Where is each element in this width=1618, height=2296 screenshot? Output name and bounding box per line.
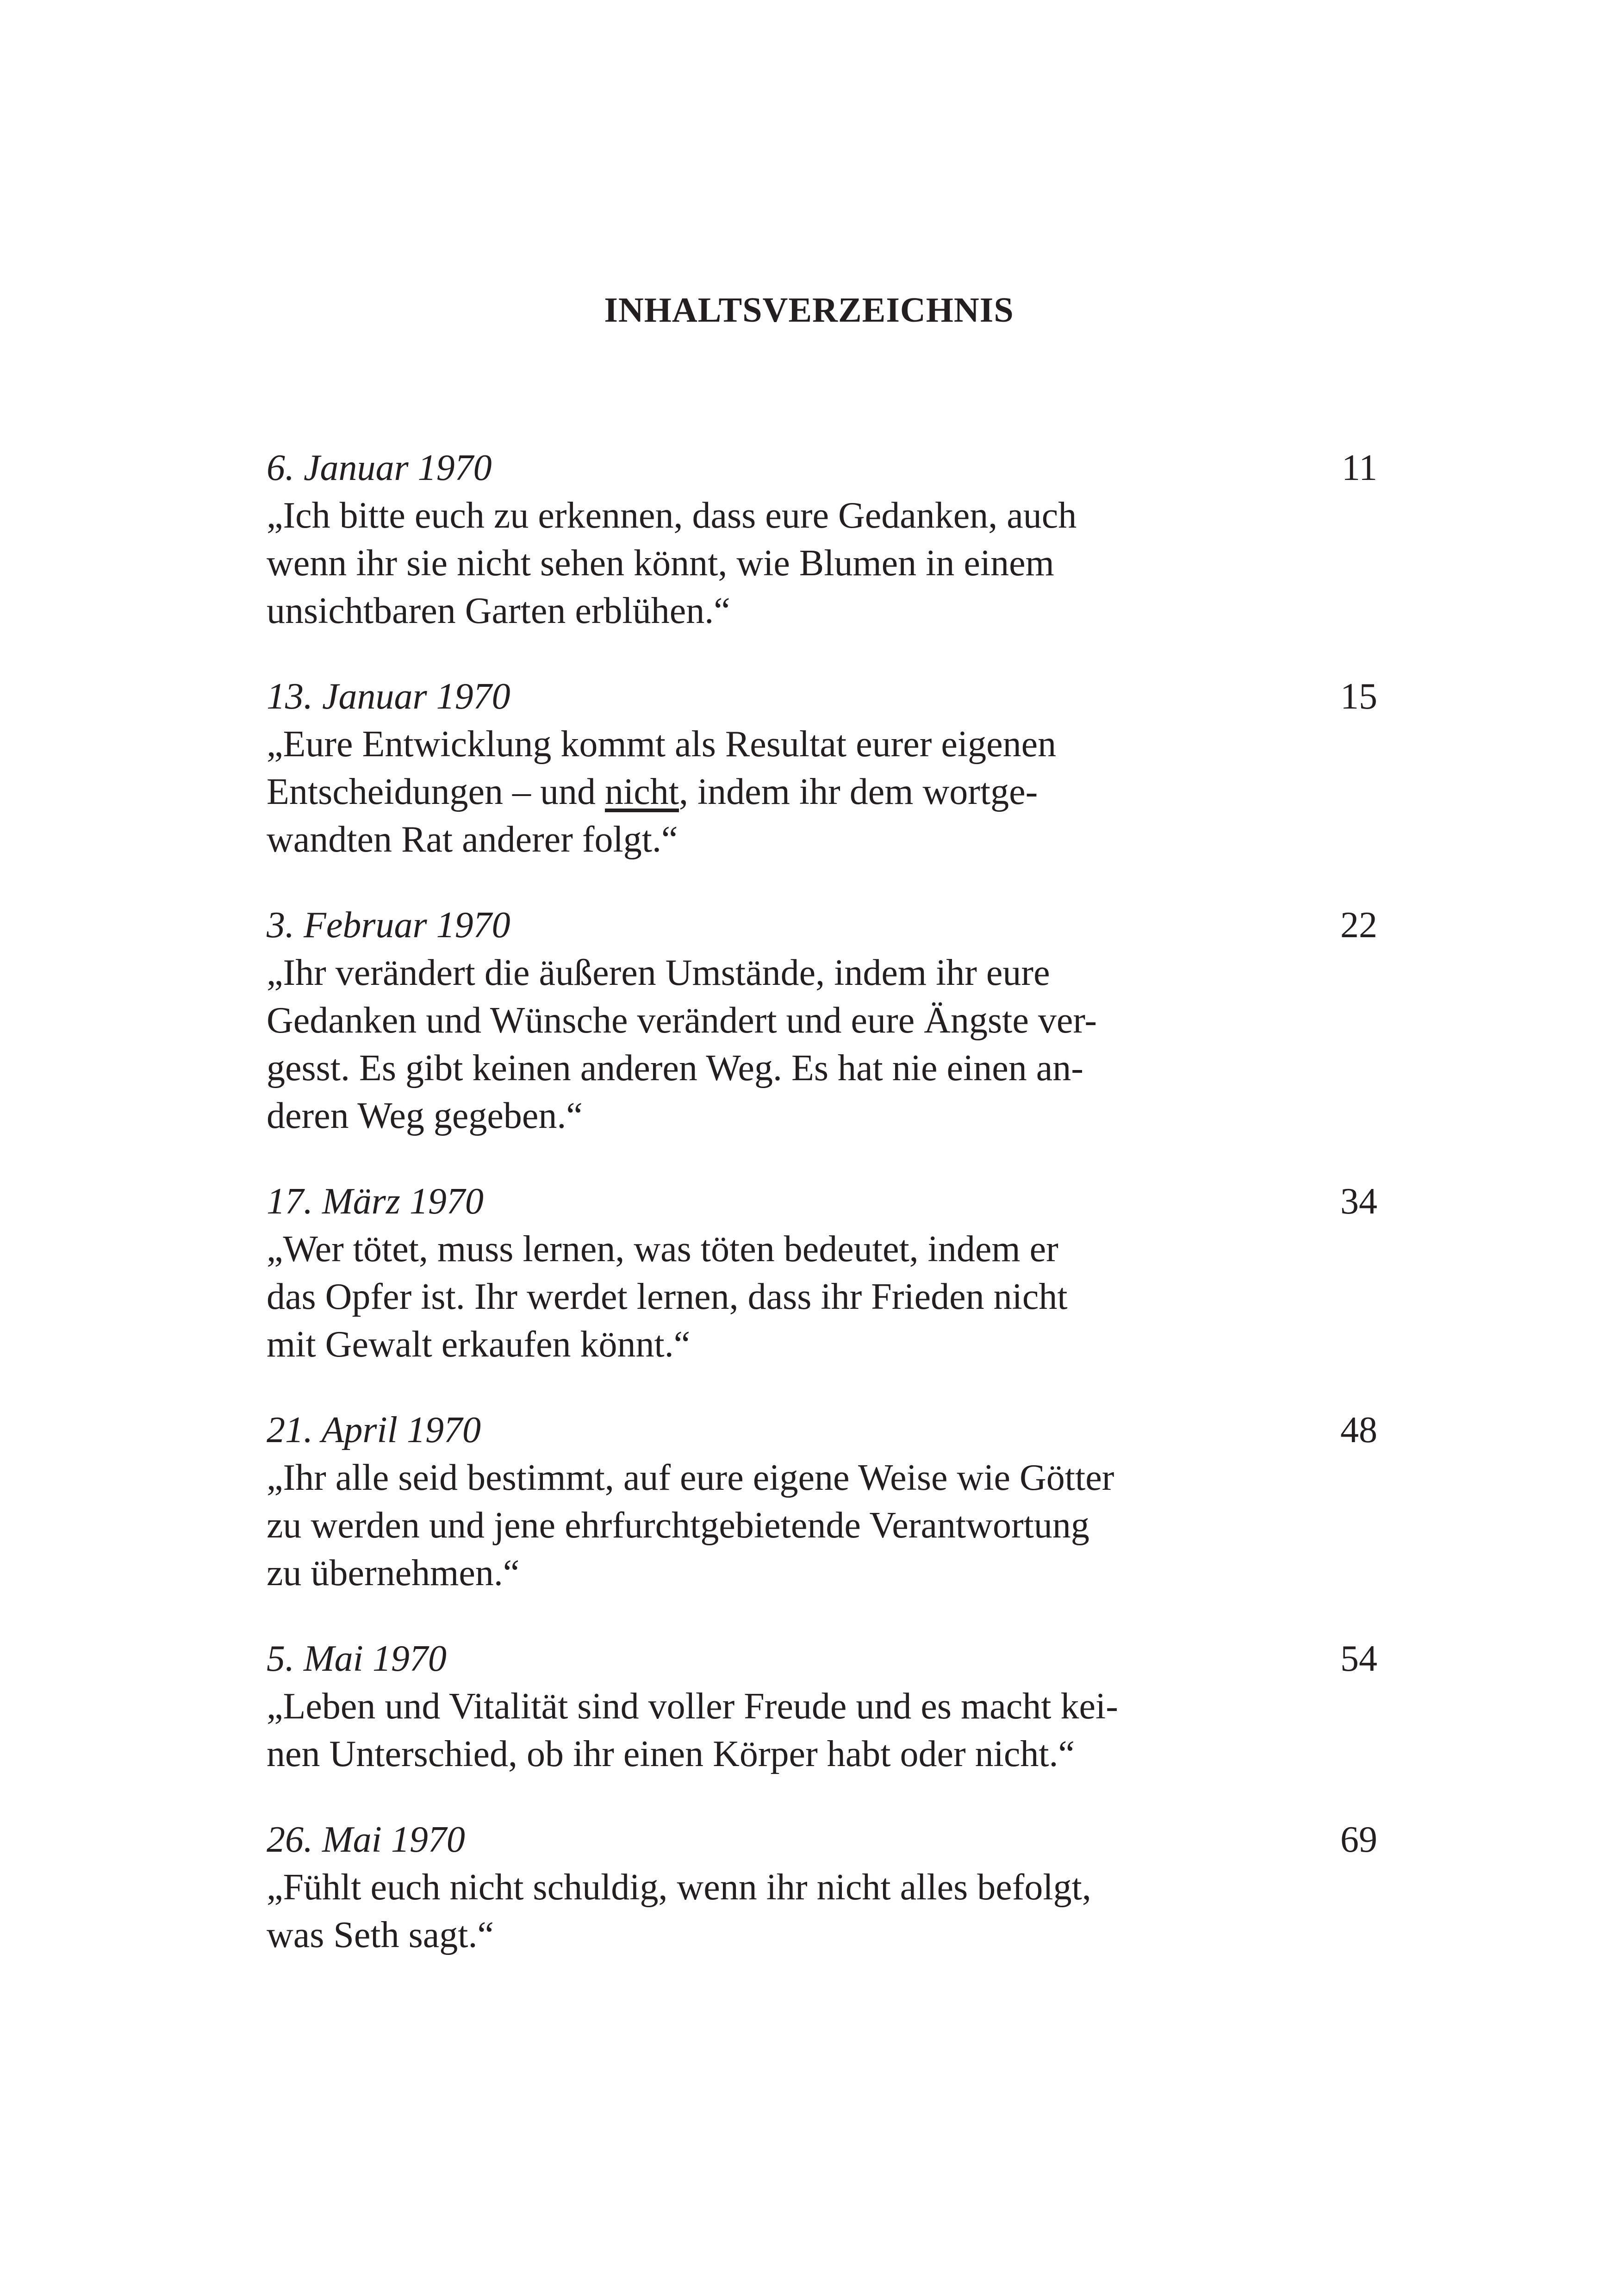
quote-text: , indem ihr dem wortge- (678, 772, 1038, 812)
quote-line: „Ich bitte euch zu erkennen, dass eure Gedanken, auch (267, 495, 1077, 536)
entry-date: 21. April 1970 (267, 1410, 481, 1450)
quote-line: zu werden und jene ehrfurchtgebietende Verantwortung (267, 1505, 1089, 1546)
quote-line: Gedanken und Wünsche verändert und eure Ängste ver- (267, 1000, 1097, 1041)
toc-entry-header (267, 1178, 1377, 1226)
toc-entry-header (267, 673, 1377, 721)
quote-line: „Ihr verändert die äußeren Umstände, indem ihr eure (267, 952, 1050, 993)
toc-entry-header (267, 444, 1377, 492)
entry-date: 17. März 1970 (267, 1181, 484, 1222)
entry-page-number: 11 (1341, 448, 1377, 488)
quote-line: wandten Rat anderer folgt.“ (267, 819, 678, 860)
entry-page-number: 34 (1340, 1181, 1377, 1222)
entry-quote (267, 1683, 1192, 1778)
quote-line: „Eure Entwicklung kommt als Resultat eurer eigenen (267, 724, 1057, 765)
entry-date: 6. Januar 1970 (267, 448, 492, 488)
toc-entry (267, 1406, 1377, 1597)
entry-date: 26. Mai 1970 (267, 1819, 465, 1860)
quote-line: „Leben und Vitalität sind voller Freude und es macht kei- (267, 1686, 1118, 1727)
quote-line: „Wer tötet, muss lernen, was töten bedeutet, indem er (267, 1229, 1058, 1269)
entry-quote (267, 949, 1192, 1140)
quote-line: wenn ihr sie nicht sehen könnt, wie Blumen in einem (267, 543, 1054, 584)
toc-entry (267, 1816, 1377, 1959)
entry-quote (267, 492, 1192, 635)
quote-line: was Seth sagt.“ (267, 1915, 494, 1955)
quote-line: das Opfer ist. Ihr werdet lernen, dass ihr Frieden nicht (267, 1276, 1068, 1317)
toc-entry (267, 673, 1377, 864)
entry-page-number: 54 (1340, 1638, 1377, 1679)
quote-line: unsichtbaren Garten erblühen.“ (267, 591, 730, 631)
quote-line: „Ihr alle seid bestimmt, auf eure eigene Weise wie Götter (267, 1457, 1114, 1498)
entry-date: 13. Januar 1970 (267, 676, 510, 717)
page-title: INHALTSVERZEICHNIS (604, 291, 1014, 330)
toc-entry (267, 1178, 1377, 1369)
entry-quote (267, 1454, 1192, 1597)
entry-date: 3. Februar 1970 (267, 905, 510, 946)
entry-page-number: 48 (1340, 1410, 1377, 1450)
quote-line: deren Weg gegeben.“ (267, 1095, 583, 1136)
toc-entry-header (267, 1406, 1377, 1454)
entry-page-number: 22 (1340, 905, 1377, 946)
quote-line: nen Unterschied, ob ihr einen Körper habt oder nicht.“ (267, 1734, 1075, 1774)
quote-line: zu übernehmen.“ (267, 1553, 520, 1593)
quote-line: mit Gewalt erkaufen könnt.“ (267, 1324, 691, 1365)
quote-line: „Fühlt euch nicht schuldig, wenn ihr nicht alles befolgt, (267, 1867, 1091, 1908)
table-of-contents (267, 444, 1377, 1997)
toc-entry-header (267, 902, 1377, 949)
entry-quote (267, 1864, 1192, 1959)
toc-entry (267, 1635, 1377, 1778)
toc-entry-header (267, 1816, 1377, 1864)
entry-page-number: 15 (1340, 676, 1377, 717)
entry-quote (267, 1226, 1192, 1369)
quote-line (267, 768, 1192, 816)
entry-quote (267, 721, 1192, 864)
toc-entry-header (267, 1635, 1377, 1683)
toc-entry (267, 444, 1377, 635)
underlined-word: nicht (604, 772, 679, 812)
quote-line: gesst. Es gibt keinen anderen Weg. Es hat nie einen an- (267, 1048, 1083, 1089)
toc-entry (267, 902, 1377, 1140)
entry-page-number: 69 (1340, 1819, 1377, 1860)
quote-text: Entscheidungen – und (267, 772, 596, 812)
entry-date: 5. Mai 1970 (267, 1638, 447, 1679)
